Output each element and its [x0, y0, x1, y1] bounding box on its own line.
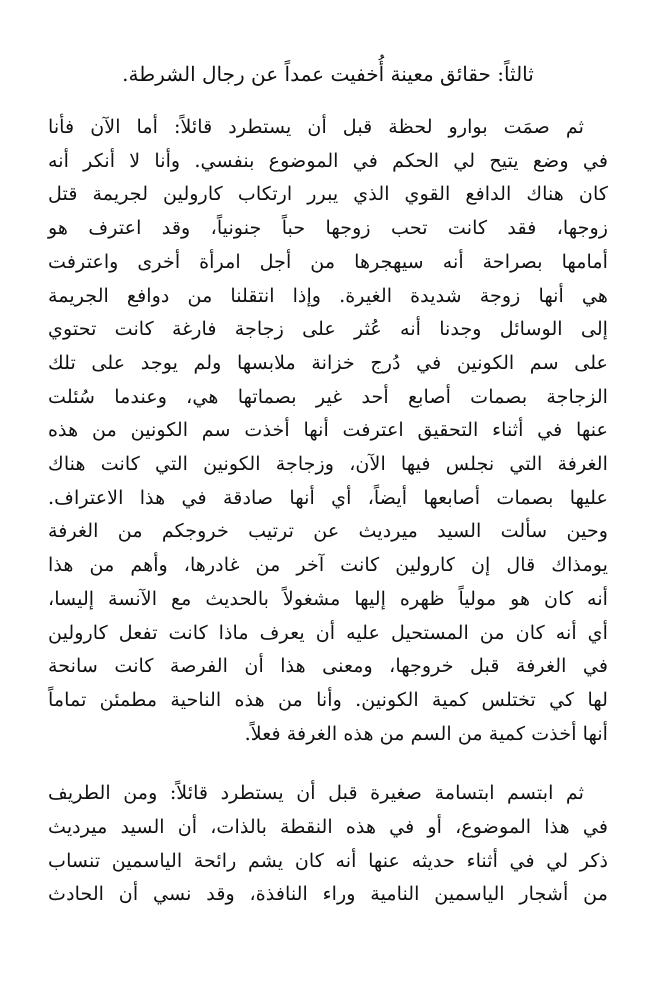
text-line: في هذا الموضوع، أو في هذه النقطة بالذات، أن السيد ميرديث [48, 815, 608, 839]
paragraph-gap [48, 750, 608, 776]
text-line: ثم صمَت بوارو لحظة قبل أن يستطرد قائلاً: أما الآن فأنا [48, 115, 584, 138]
text-line: أمامها بصراحة أنه سيهجرها من أجل امرأة أخرى واعترفت [48, 249, 608, 273]
text-line: ذكر لي في أثناء حديثه عنها أنه كان يشم رائحة الياسمين تنساب [48, 848, 608, 872]
text-line: زوجها، فقد كانت تحب زوجها حباً جنونياً، وقد اعترف هو [48, 216, 608, 240]
text-line: وحين سألت السيد ميرديث عن ترتيب خروجكم من الغرفة [48, 519, 608, 543]
text-line: الزجاجة بصمات أصابع أحد غير بصماتها هي، وعندما سُئلت [48, 384, 608, 408]
text-line: ثم ابتسم ابتسامة صغيرة قبل أن يستطرد قائلاً: ومن الطريف [48, 781, 584, 805]
text-line: الغرفة التي نجلس فيها الآن، وزجاجة الكونين التي كانت هناك [48, 452, 608, 476]
text-line: في وضع يتيح لي الحكم في الموضوع بنفسي. وأنا لا أنكر أنه [48, 148, 608, 172]
book-page [48, 58, 608, 911]
text-line: عنها في أثناء التحقيق اعترفت أنها أخذت سم الكونين من هذه [48, 418, 608, 442]
paragraph-2 [48, 776, 608, 911]
text-line: كان هناك الدافع القوي الذي يبرر ارتكاب كارولين لجريمة قتل [48, 182, 608, 206]
section-heading: ثالثاً: حقائق معينة أُخفيت عمداً عن رجال الشرطة. [122, 62, 534, 86]
text-line: يومذاك قال إن كارولين كانت آخر من غادرها، وأهم من هذا [48, 553, 608, 577]
text-line: من أشجار الياسمين النامية وراء النافذة، وقد نسي أن الحادث [48, 882, 608, 906]
text-line: في الغرفة قبل خروجها، ومعنى هذا أن الفرصة كانت سانحة [48, 654, 608, 678]
text-line: أنه كان هو مولياً ظهره إليها مشغولاً بالحديث مع الآنسة إليسا، [48, 586, 608, 610]
text-line: هي أنها زوجة شديدة الغيرة. وإذا انتقلنا من دوافع الجريمة [48, 283, 608, 307]
text-line: أي أنه كان من المستحيل عليه أن يعرف ماذا كانت تفعل كارولين [48, 620, 608, 644]
text-line: على سم الكونين في دُرج خزانة ملابسها ولم يوجد على تلك [48, 350, 608, 374]
text-line: عليها بصمات أصابعها أيضاً، أي أنها صادقة في هذا الاعتراف. [48, 485, 608, 509]
text-line: لها كي تختلس كمية الكونين. وأنا من هذه الناحية مطمئن تماماً [48, 687, 608, 711]
text-line: أنها أخذت كمية من السم من هذه الغرفة فعلاً. [244, 721, 608, 745]
text-line: إلى الوسائل وجدنا أنه عُثر على زجاجة فارغة كانت تحتوي [48, 317, 608, 341]
paragraph-1 [48, 110, 608, 750]
